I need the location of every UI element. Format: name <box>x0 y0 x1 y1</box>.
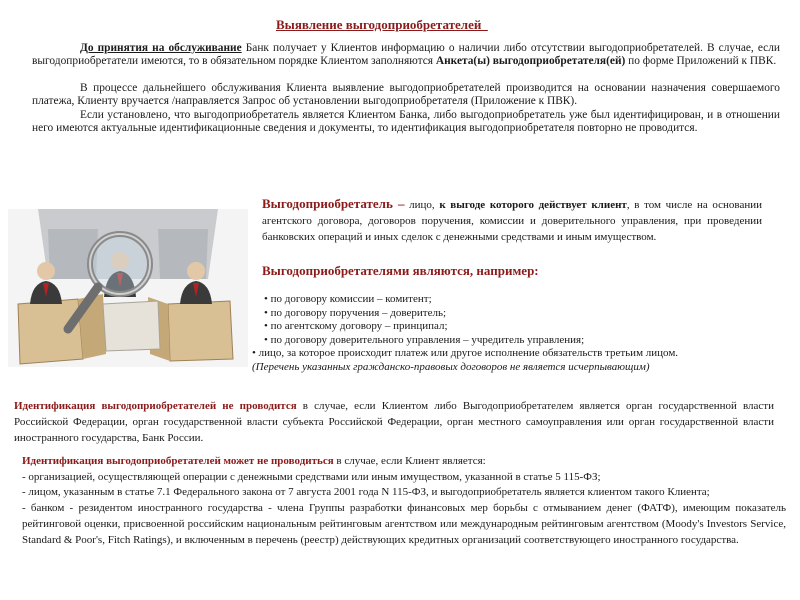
list-item: • по договору поручения – доверитель; <box>264 306 447 319</box>
definition-term: Выгодоприобретатель – <box>262 196 405 211</box>
may-not-lead-tail: в случае, если Клиент является: <box>333 455 486 467</box>
list-item: - банком - резидентом иностранного государства - члена Группы разработки финансовых мер борьбы с отмыванием денег (ФАТФ), имеющим показатель рейтинговой оценки, присвоенной российским национальным рейтинговым агентством или международным рейтинговым агентством (Moody's Investors Service, Standard & Poor's, Fitch Ratings), и включенным в перечень (реестр) действующих кредитных организаций соответствующего иностранного государства. <box>22 502 786 546</box>
list-item: • лицо, за которое происходит платеж или другое исполнение обязательств третьим лицом. <box>252 347 679 360</box>
intro-paragraph-1 <box>32 42 780 67</box>
magnifier-over-businessmen-icon <box>8 209 248 367</box>
list-item: - организацией, осуществляющей операции с денежными средствами или иным имуществом, указанной в статье 5 115-ФЗ; <box>22 470 601 483</box>
definition-paragraph <box>262 196 762 245</box>
examples-list <box>252 293 782 375</box>
may-not-lead: Идентификация выгодоприобретателей может не проводиться <box>22 455 334 467</box>
intro-p1-body: Банк получает у Клиентов информацию о наличии либо отсутствии выгодоприобретателей. В случае, если выгодоприобретатели имеются, то в обязательном порядке Клиентом заполняются <box>32 42 780 67</box>
may-not-heading <box>22 454 786 470</box>
examples-heading: Выгодоприобретателями являются, например: <box>262 263 539 278</box>
definition-text-b: , в том числе на основании агентского договора, договоров поручения, комиссии и доверительного управления, при проведении банковских операций и иных сделок с денежными средствами и иным имуществом. <box>262 199 762 243</box>
list-item: - лицом, указанным в статье 7.1 Федерального закона от 7 августа 2001 года N 115-ФЗ, и выгодоприобретатель является клиентом такого Клиента; <box>22 486 710 499</box>
page-title: Выявление выгодоприобретателей <box>276 17 488 32</box>
list-item: • по договору доверительного управления – учредитель управления; <box>264 333 585 346</box>
may-not-section <box>22 454 786 548</box>
not-performed-text: в случае, если Клиентом либо Выгодоприобретателем является орган государственной власти Российской Федерации, орган государственной власти субъекта Российской Федерации, орган местного самоуправления или орган государственной власти иностранного государства, Банк России. <box>14 400 774 444</box>
definition-text-a: лицо, <box>404 199 440 211</box>
examples-note: (Перечень указанных гражданско-правовых договоров не является исчерпывающим) <box>252 360 650 373</box>
list-item: • по агентскому договору – принципал; <box>264 320 448 333</box>
intro-p1-tail: по форме Приложений к ПВК. <box>625 54 777 67</box>
intro-paragraph-3: Если установлено, что выгодоприобретатель является Клиентом Банка, либо выгодоприобретатель уже был идентифицирован, и в отношении него имеются актуальные идентификационные сведения и документы, то идентификация выгодоприобретателя повторно не проводится. <box>32 109 780 134</box>
list-item: • по договору комиссии – комитент; <box>264 293 432 305</box>
not-performed-lead: Идентификация выгодоприобретателей не проводится <box>14 400 297 412</box>
intro-p1-lead: До принятия на обслуживание <box>80 42 242 54</box>
intro-p1-bold: Анкета(ы) выгодоприобретателя(ей) <box>435 54 626 67</box>
intro-paragraph-2: В процессе дальнейшего обслуживания Клиента выявление выгодоприобретателей производится на основании назначения совершаемого платежа, Клиенту вручается /направляется Запрос об установлении выгодоприобретателя (Приложение к ПВК). <box>32 82 780 107</box>
definition-text-bold: к выгоде которого действует клиент <box>439 199 627 211</box>
not-performed-paragraph <box>14 398 774 446</box>
